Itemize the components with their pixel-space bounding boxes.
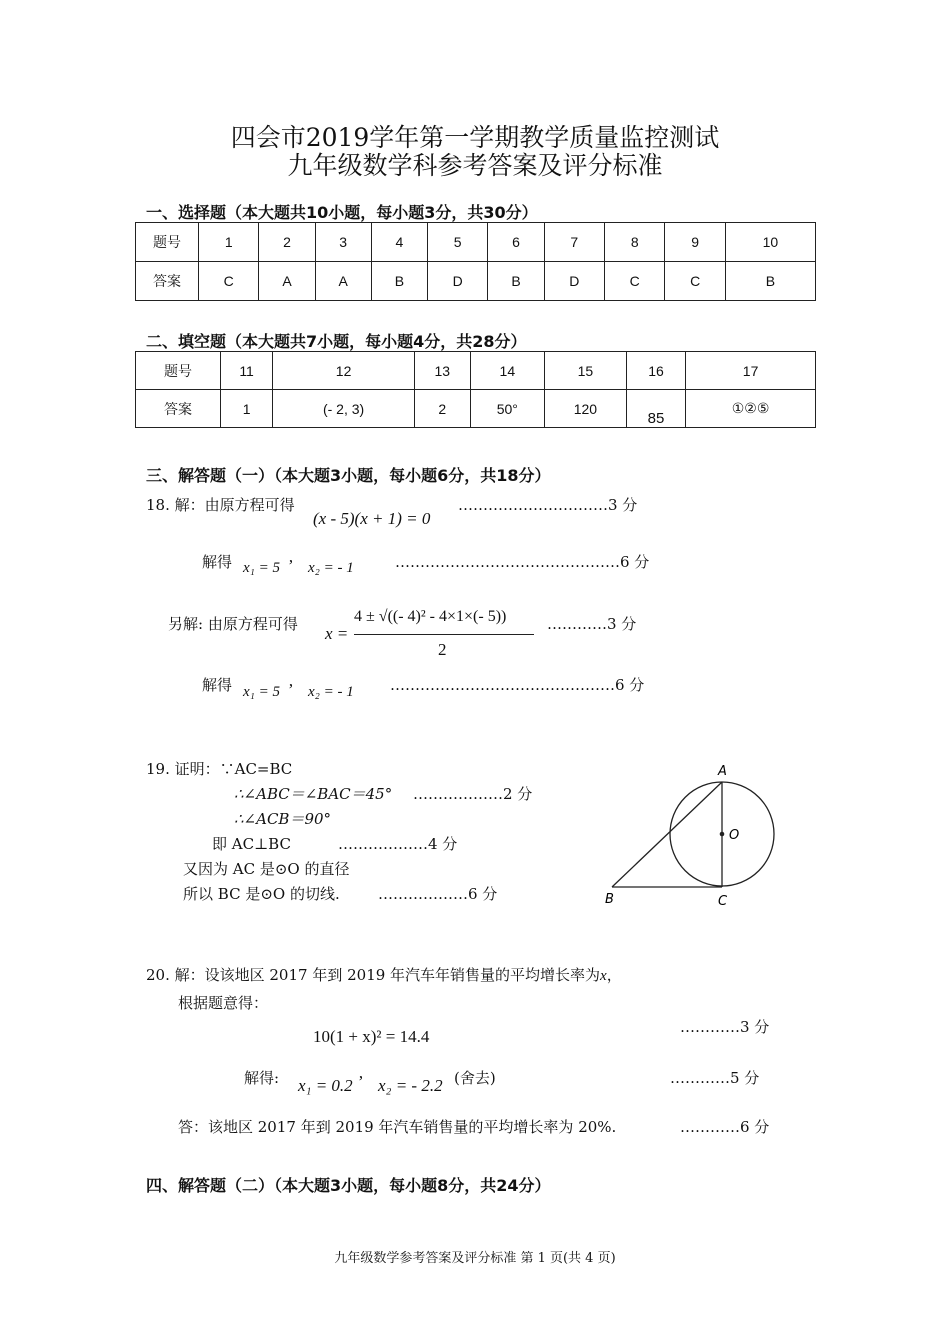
q20-intro: 20. 解：设该地区 2017 年到 2019 年汽车年销售量的平均增长率为 xyxy=(146,966,601,984)
table-cell: 85 xyxy=(626,390,685,428)
table-cell: B xyxy=(725,262,815,301)
q20-answer: 答：该地区 2017 年到 2019 年汽车销售量的平均增长率为 20%. xyxy=(178,1118,617,1136)
q19-line5: 又因为 AC 是⊙O 的直径 xyxy=(183,860,350,878)
table-cell: 11 xyxy=(221,352,273,390)
table-cell: D xyxy=(427,262,487,301)
q18-alt-denominator: 2 xyxy=(438,640,447,659)
table-cell: B xyxy=(371,262,427,301)
q20-line2: 根据题意得： xyxy=(178,994,269,1012)
fill-answer-table xyxy=(135,351,816,428)
table-cell: 7 xyxy=(544,223,604,262)
q18-alt-numerator: 4 ± √((- 4)² - 4×1×(- 5)) xyxy=(354,608,507,625)
table-cell: 2 xyxy=(259,223,315,262)
table-cell: 120 xyxy=(545,390,627,428)
q20-variable: x xyxy=(600,968,607,984)
q18-points-1: …………………………3 分 xyxy=(458,496,638,514)
q18-points-3: …………3 分 xyxy=(547,615,637,633)
q18-points-4: ………………………………………6 分 xyxy=(390,676,645,694)
q18-alt-intro: 另解: 由原方程可得 xyxy=(168,615,298,633)
table-cell: A xyxy=(315,262,371,301)
q18-solution-x1: x₁ = 5 xyxy=(243,560,280,576)
table-cell: 14 xyxy=(470,352,544,390)
table-cell: 15 xyxy=(545,352,627,390)
table-cell: C xyxy=(199,262,259,301)
q20-line1 xyxy=(146,964,622,985)
table-cell: 9 xyxy=(665,223,725,262)
table-row xyxy=(136,390,816,428)
q18-solution-x2: x₂ = - 1 xyxy=(308,560,354,576)
q20-solution-x1: x₁ = 0.2 xyxy=(298,1076,353,1095)
q19-points-1: ………………2 分 xyxy=(413,785,533,803)
label-o: O xyxy=(729,828,740,843)
doc-title-line2: 九年级数学科参考答案及评分标准 xyxy=(287,151,663,180)
q19-line1: 19. 证明：∵AC=BC xyxy=(146,760,293,778)
q19-line3: ∴∠ACB＝90° xyxy=(234,810,332,828)
q20-comma: ， xyxy=(606,966,622,984)
q18-equation: (x - 5)(x + 1) = 0 xyxy=(313,509,431,528)
table-cell: B xyxy=(488,262,544,301)
table-cell: 16 xyxy=(626,352,685,390)
row-label-answer: 答案 xyxy=(136,390,221,428)
table-cell: A xyxy=(259,262,315,301)
table-cell: (- 2, 3) xyxy=(273,390,415,428)
q20-points-3: …………6 分 xyxy=(680,1118,770,1136)
center-point xyxy=(720,832,725,837)
table-cell: C xyxy=(605,262,665,301)
row-label-question: 题号 xyxy=(136,223,199,262)
table-cell: 10 xyxy=(725,223,815,262)
separator-comma: ’ xyxy=(288,556,294,575)
q19-line2: ∴∠ABC＝∠BAC＝45° xyxy=(234,785,393,803)
q18-points-2: ………………………………………6 分 xyxy=(395,553,650,571)
table-cell: 1 xyxy=(199,223,259,262)
table-cell: 12 xyxy=(273,352,415,390)
section4-heading: 四、解答题（二）（本大题3小题，每小题8分，共24分） xyxy=(146,1176,551,1195)
q19-line4: 即 AC⊥BC xyxy=(212,835,291,853)
table-cell: 3 xyxy=(315,223,371,262)
q19-points-3: ………………6 分 xyxy=(378,885,498,903)
table-cell: 5 xyxy=(427,223,487,262)
choice-answer-table xyxy=(135,222,816,301)
q20-points-1: …………3 分 xyxy=(680,1018,770,1036)
q20-equation: 10(1 + x)² = 14.4 xyxy=(313,1027,430,1046)
table-cell: 2 xyxy=(414,390,470,428)
circle-tangent-diagram xyxy=(596,760,786,910)
label-b: B xyxy=(605,892,614,907)
table-row xyxy=(136,352,816,390)
table-cell: C xyxy=(665,262,725,301)
q18-intro: 18. 解：由原方程可得 xyxy=(146,496,295,514)
table-cell: 1 xyxy=(221,390,273,428)
q18-solution-x2-alt: x₂ = - 1 xyxy=(308,684,354,700)
separator-comma: ’ xyxy=(288,680,294,699)
table-cell: 50° xyxy=(470,390,544,428)
page-footer: 九年级数学参考答案及评分标准 第 1 页(共 4 页) xyxy=(334,1251,616,1266)
q20-solution-x2: x₂ = - 2.2 xyxy=(378,1076,443,1095)
q20-points-2: …………5 分 xyxy=(670,1069,760,1087)
q18-alt-lhs: x = xyxy=(325,624,349,643)
section3-heading: 三、解答题（一）（本大题3小题，每小题6分，共18分） xyxy=(146,466,551,485)
table-row xyxy=(136,262,816,301)
table-cell: 13 xyxy=(414,352,470,390)
separator-comma: ’ xyxy=(358,1072,364,1091)
q18-solve-label-2: 解得 xyxy=(202,676,233,694)
fraction-bar xyxy=(354,634,534,635)
row-label-question: 题号 xyxy=(136,352,221,390)
label-c: C xyxy=(718,894,728,909)
doc-title-line1: 四会市2019学年第一学期教学质量监控测试 xyxy=(230,123,720,152)
q20-discard-note: (舍去) xyxy=(454,1069,496,1087)
section1-heading: 一、选择题（本大题共10小题，每小题3分，共30分） xyxy=(146,203,538,222)
table-cell: ①②⑤ xyxy=(686,390,816,428)
q19-line6: 所以 BC 是⊙O 的切线. xyxy=(183,885,340,903)
table-row xyxy=(136,223,816,262)
q18-solution-x1-alt: x₁ = 5 xyxy=(243,684,280,700)
segment-ab xyxy=(612,782,722,887)
q18-solve-label: 解得 xyxy=(202,553,233,571)
label-a: A xyxy=(718,764,727,779)
table-cell: 4 xyxy=(371,223,427,262)
q20-solve-label: 解得: xyxy=(244,1069,280,1087)
table-cell: 6 xyxy=(488,223,544,262)
q19-points-2: ………………4 分 xyxy=(338,835,458,853)
section2-heading: 二、填空题（本大题共7小题，每小题4分，共28分） xyxy=(146,332,527,351)
table-cell: 8 xyxy=(605,223,665,262)
row-label-answer: 答案 xyxy=(136,262,199,301)
table-cell: 17 xyxy=(686,352,816,390)
table-cell: D xyxy=(544,262,604,301)
